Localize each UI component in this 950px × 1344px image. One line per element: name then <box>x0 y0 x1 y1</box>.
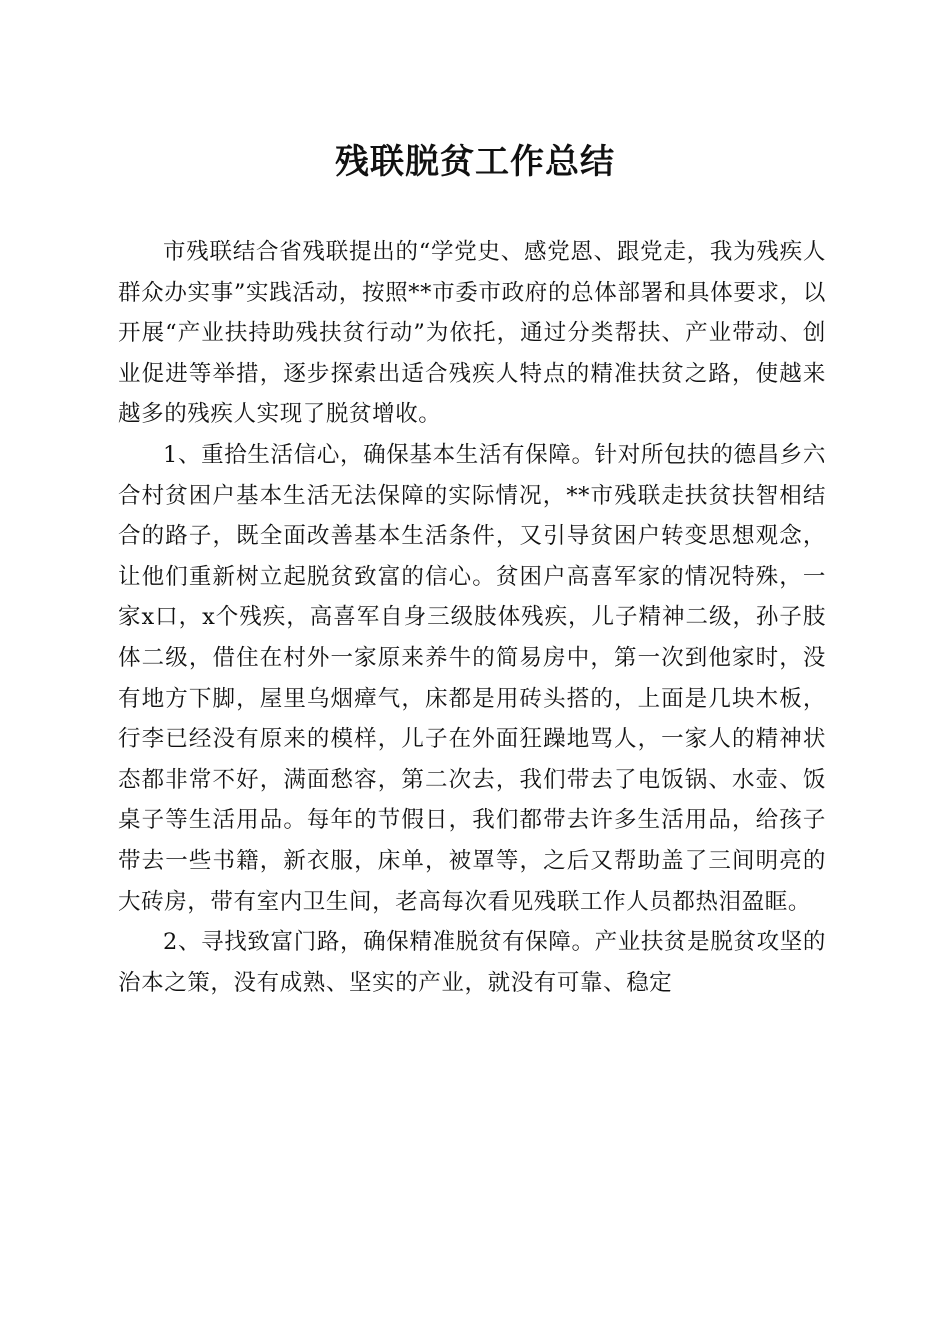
paragraph-section-1: 1、重拾生活信心，确保基本生活有保障。针对所包扶的德昌乡六合村贫困户基本生活无法保障的实际情况，**市残联走扶贫扶智相结合的路子，既全面改善基本生活条件，又引导贫困户转变思想观念，让他们重新树立起脱贫致富的信心。贫困户高喜军家的情况特殊，一家x口，x个残疾，高喜军自身三级肢体残疾，儿子精神二级，孙子肢体二级，借住在村外一家原来养牛的简易房中，第一次到他家时，没有地方下脚，屋里乌烟瘴气，床都是用砖头搭的，上面是几块木板，行李已经没有原来的模样，儿子在外面狂躁地骂人，一家人的精神状态都非常不好，满面愁容，第二次去，我们带去了电饭锅、水壶、饭桌子等生活用品。每年的节假日，我们都带去许多生活用品，给孩子带去一些书籍，新衣服，床单，被罩等，之后又帮助盖了三间明亮的大砖房，带有室内卫生间，老高每次看见残联工作人员都热泪盈眶。 <box>118 441 826 915</box>
document-title: 残联脱贫工作总结 <box>335 142 615 182</box>
document-body <box>118 232 826 1003</box>
paragraph-section-2: 2、寻找致富门路，确保精准脱贫有保障。产业扶贫是脱贫攻坚的治本之策，没有成熟、坚实的产业，就没有可靠、稳定 <box>118 929 826 996</box>
paragraph-intro: 市残联结合省残联提出的“学党史、感党恩、跟党走，我为残疾人群众办实事”实践活动，按照**市委市政府的总体部署和具体要求，以开展“产业扶持助残扶贫行动”为依托，通过分类帮扶、产业带动、创业促进等举措，逐步探索出适合残疾人特点的精准扶贫之路，使越来越多的残疾人实现了脱贫增收。 <box>118 239 826 428</box>
